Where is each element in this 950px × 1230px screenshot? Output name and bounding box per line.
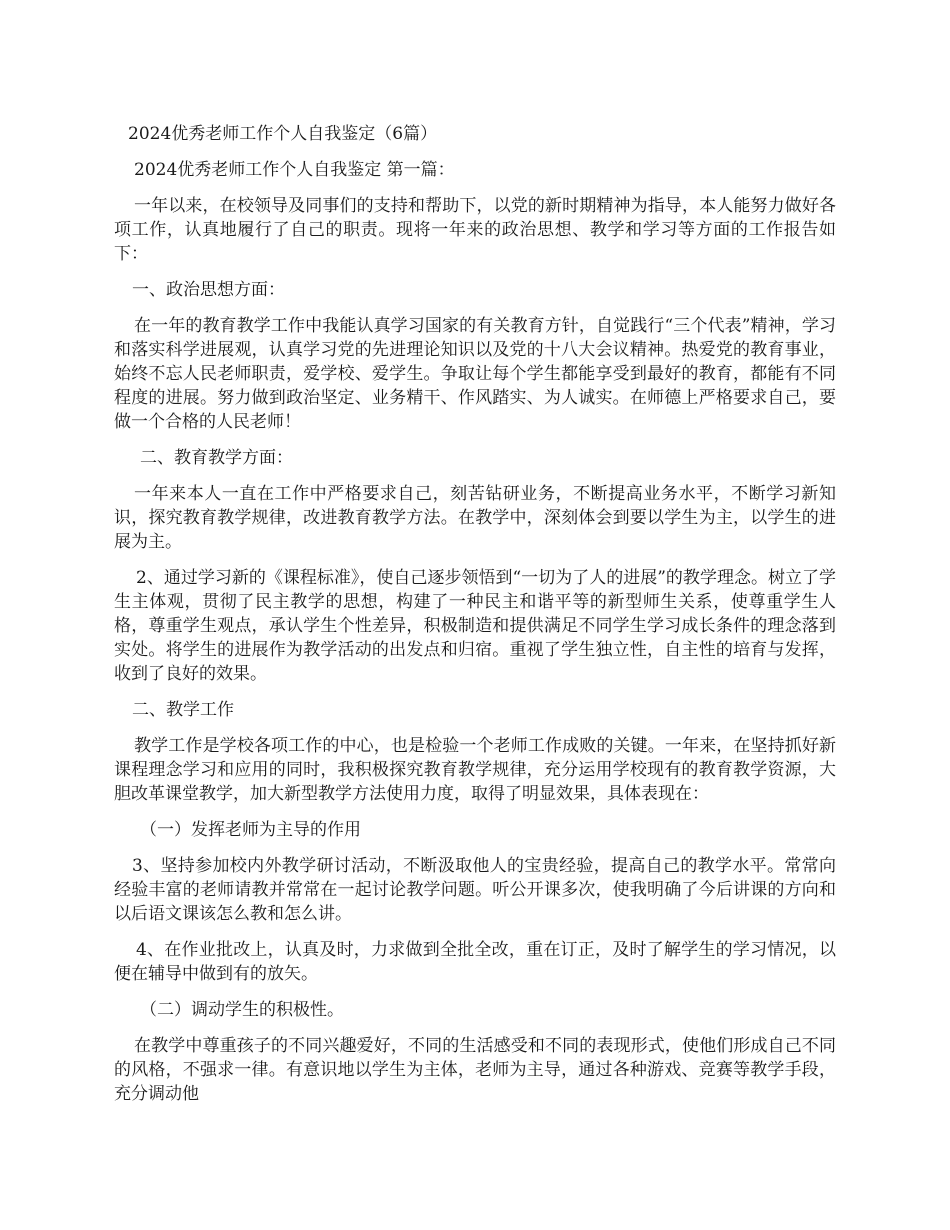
paragraph-research: 3、坚持参加校内外教学研讨活动，不断汲取他人的宝贵经验，提高自己的教学水平。常常向经验丰富的老师请教并常常在一起讨论教学问题。听公开课多次，使我明确了今后讲课的方向和以后语文课该怎么教和怎么讲。 <box>114 856 836 924</box>
paragraph-education: 一年来本人一直在工作中严格要求自己，刻苦钻研业务，不断提高业务水平，不断学习新知识，探究教育教学规律，改进教育教学方法。在教学中，深刻体会到要以学生为主，以学生的进展为主。 <box>114 484 836 552</box>
document-body <box>114 122 836 1118</box>
paragraph-curriculum: 2、通过学习新的《课程标准》，使自己逐步领悟到“一切为了人的进展”的教学理念。树立了学生主体观，贯彻了民主教学的思想，构建了一种民主和谐平等的新型师生关系，使尊重学生人格，尊重学生观点，承认学生个性差异，积极制造和提供满足不同学生学习成长条件的理念落到实处。将学生的进展作为教学活动的出发点和归宿。重视了学生独立性，自主性的培育与发挥，收到了良好的效果。 <box>114 568 836 684</box>
paragraph-homework: 4、在作业批改上，认真及时，力求做到全批全改，重在订正，及时了解学生的学习情况，以便在辅导中做到有的放矢。 <box>114 940 836 984</box>
section-heading-teaching: 二、教学工作 <box>132 700 234 720</box>
document-title: 2024优秀老师工作个人自我鉴定（6篇） <box>128 124 438 144</box>
paragraph-motivation: 在教学中尊重孩子的不同兴趣爱好，不同的生活感受和不同的表现形式，使他们形成自己不同的风格，不强求一律。有意识地以学生为主体，老师为主导，通过各种游戏、竞赛等教学手段，充分调动他 <box>114 1036 836 1104</box>
subsection-heading-student-motivation: （二）调动学生的积极性。 <box>140 1000 344 1020</box>
subsection-heading-teacher-role: （一）发挥老师为主导的作用 <box>140 820 361 840</box>
paragraph-teaching: 教学工作是学校各项工作的中心，也是检验一个老师工作成败的关键。一年来，在坚持抓好新课程理念学习和应用的同时，我积极探究教育教学规律，充分运用学校现有的教育教学资源，大胆改革课堂教学，加大新型教学方法使用力度，取得了明显效果，具体表现在： <box>114 736 836 804</box>
paragraph-intro: 一年以来，在校领导及同事们的支持和帮助下，以党的新时期精神为指导，本人能努力做好各项工作，认真地履行了自己的职责。现将一年来的政治思想、教学和学习等方面的工作报告如下： <box>114 196 836 264</box>
document-subtitle: 2024优秀老师工作个人自我鉴定 第一篇： <box>134 160 455 180</box>
paragraph-political: 在一年的教育教学工作中我能认真学习国家的有关教育方针，自觉践行“三个代表”精神，学习和落实科学进展观，认真学习党的先进理论知识以及党的十八大会议精神。热爱党的教育事业，始终不忘人民老师职责，爱学校、爱学生。争取让每个学生都能享受到最好的教育，都能有不同程度的进展。努力做到政治坚定、业务精干、作风踏实、为人诚实。在师德上严格要求自己，要做一个合格的人民老师！ <box>114 316 836 432</box>
section-heading-political: 一、政治思想方面： <box>132 280 285 300</box>
section-heading-education: 二、教育教学方面： <box>140 448 293 468</box>
